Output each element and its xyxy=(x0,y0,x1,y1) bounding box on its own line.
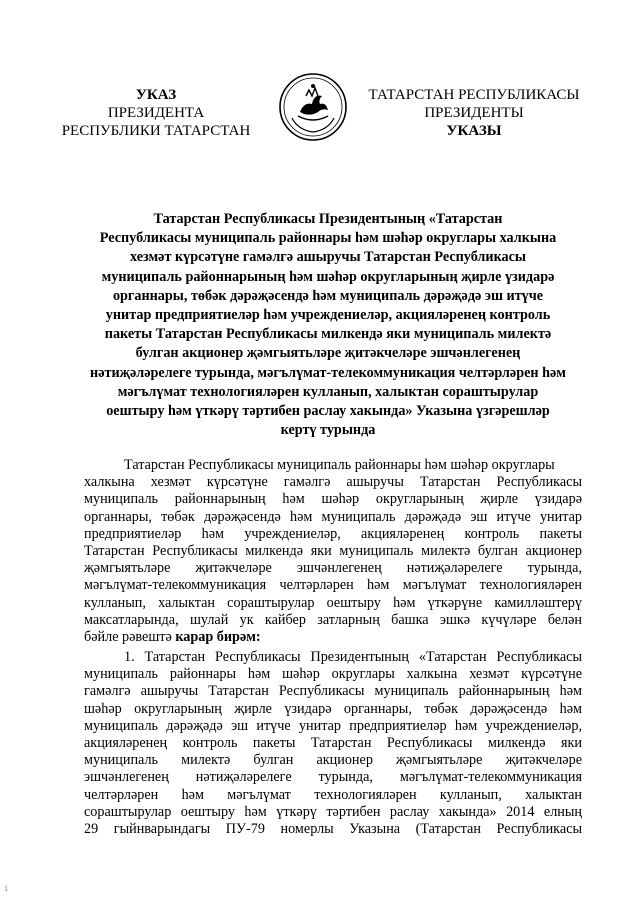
item-1-paragraph xyxy=(84,649,582,838)
item-1-line: муниципаль районнары һәм шәһәр округлары халкына хезмәт күрсәтүне xyxy=(84,666,582,683)
preamble-line: Татарстан Республикасы милкендә яки муниципаль милектә булган акционер xyxy=(84,542,582,559)
republic-label-ru: РЕСПУБЛИКИ ТАТАРСТАН xyxy=(61,123,251,139)
title-line: оештыру һәм үткәрү тәртибен раслау хакында» Указына үзгәрешләр xyxy=(106,403,550,420)
title-line: пакеты Татарстан Республикасы милкендә яки муниципаль милектә xyxy=(104,326,552,343)
title-line: Татарстан Республикасы Президентының «Татарстан xyxy=(153,211,503,227)
preamble-line: халкына хезмәт күрсәтүне гамәлгә ашыручы Татарстан Республикасы xyxy=(84,474,582,491)
decree-label-tt: УКАЗЫ xyxy=(446,123,502,139)
decree-label-ru: УКАЗ xyxy=(135,87,177,103)
title-line: Республикасы муниципаль районнары һәм шәһәр округлары халкына xyxy=(99,230,557,247)
title-line: булган акционер җәмгыятьләре җитәкчеләре эшчәнлегенең xyxy=(135,345,521,362)
preamble-line: Татарстан Республикасы муниципаль районнары һәм шәһәр округлары xyxy=(124,457,555,473)
item-1-line: гамәлгә ашыручы Татарстан Республикасы муниципаль районнарының һәм xyxy=(84,683,582,700)
item-1-line: муниципаль милектә булган акционер җәмгыятьләре җитәкчеләре xyxy=(84,752,582,769)
title-line: хезмәт күрсәтүне гамәлгә ашыручы Татарстан Республикасы xyxy=(129,249,526,266)
preamble-paragraph xyxy=(84,457,582,646)
title-line: нәтиҗәләрелеге турында, мәгълүмат-телекоммуникация челтәрләрен һәм xyxy=(90,364,566,381)
preamble-line: максатларында, шулай ук кайбер затларның башка эшкә күчүләре белән xyxy=(84,611,582,628)
title-line: органнары, төбәк дәрәҗәсендә һәм муниципаль дәрәҗәдә эш итүче xyxy=(112,287,544,304)
decree-resolution: карар бирәм: xyxy=(175,628,261,645)
item-1-line: акцияләренең контроль пакеты Татарстан Республикасы милкендә яки xyxy=(84,734,582,751)
title-line: мәгълүмат технологияләрен кулланып, халыктан сораштырулар xyxy=(117,383,539,400)
preamble-line: мәгълүмат-телекоммуникация челтәрләрен һәм мәгълүмат технологияләрен xyxy=(84,577,582,594)
president-label-tt: ПРЕЗИДЕНТЫ xyxy=(424,105,524,121)
preamble-line: органнары, төбәк дәрәҗәсендә һәм муниципаль дәрәҗәдә эш итүче унитар xyxy=(84,508,582,525)
preamble-line: кулланып, халыктан сораштырулар оештыру һәм үткәрүне камилләштерү xyxy=(84,594,582,611)
item-1-line: сораштырулар оештыру һәм үткәрү тәртибен раслау хакында» 2014 елның xyxy=(84,803,582,820)
item-1-line: эшчәнлегенең нәтиҗәләрелеге турында, мәгълүмат-телекоммуникация xyxy=(84,769,582,786)
title-line: муниципаль районнарының һәм шәһәр округларының җирле үзидарә xyxy=(101,268,555,285)
title-line: кертү турында xyxy=(280,422,376,439)
president-label-ru: ПРЕЗИДЕНТА xyxy=(107,105,205,121)
item-1-line: 1. Татарстан Республикасы Президентының «Татарстан Республикасы xyxy=(124,649,582,665)
item-1-line: 29 гыйнварындагы ПУ-79 номерлы Указына (Татарстан Республикасы xyxy=(84,820,582,837)
preamble-line: җәмгыятьләре җитәкчеләре эшчәнлегенең нәтиҗәләрелеге турында, xyxy=(84,560,582,577)
item-1-line: муниципаль дәрәҗәдә эш итүче унитар предприятиеләр һәм учреждениеләр, xyxy=(84,717,582,734)
title-line: унитар предприятиеләр һәм учреждениеләр, акцияләренең контроль xyxy=(105,307,551,324)
item-1-line: челтәрләрен һәм мәгълүмат технологияләрен кулланып, халыктан xyxy=(84,786,582,803)
header-right xyxy=(358,86,590,140)
header-left xyxy=(40,86,272,140)
tatarstan-coat-of-arms-icon xyxy=(278,72,348,142)
page-corner-mark: 1 xyxy=(4,884,8,893)
decree-title xyxy=(68,210,588,440)
item-1-line: шәһәр округларының җирле үзидарә органнары, төбәк дәрәҗәсендә һәм xyxy=(84,700,582,717)
republic-label-tt: ТАТАРСТАН РЕСПУБЛИКАСЫ xyxy=(368,87,580,103)
preamble-line: муниципаль районнарының һәм шәһәр округларының җирле үзидарә xyxy=(84,491,582,508)
preamble-line: бәйле рәвештә xyxy=(84,628,172,645)
preamble-line: предприятиеләр һәм учреждениеләр, акцияләренең контроль пакеты xyxy=(84,525,582,542)
